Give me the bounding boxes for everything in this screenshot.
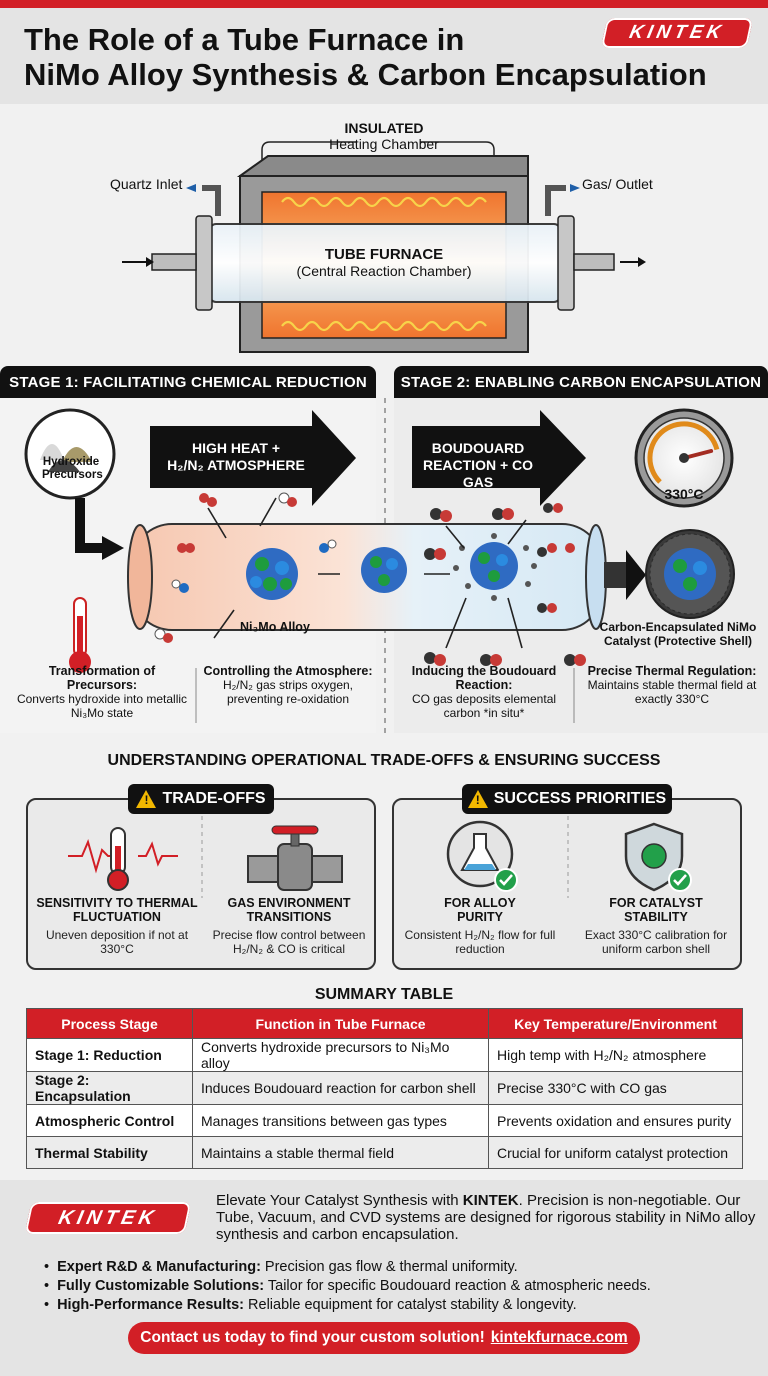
footer-intro-pre: Elevate Your Catalyst Synthesis with bbox=[216, 1192, 463, 1209]
caption-transformation-title: Transformation of Precursors: bbox=[48, 664, 156, 692]
alloy-cluster-1 bbox=[246, 548, 298, 600]
priority-purity-title: FOR ALLOY PURITY bbox=[444, 896, 516, 924]
tube-label bbox=[284, 246, 484, 279]
caption-atmosphere bbox=[202, 664, 374, 706]
stage1-arrow-line2: H₂/N₂ ATMOSPHERE bbox=[167, 457, 305, 473]
check-badge-icon bbox=[669, 869, 691, 891]
stage2-arrow-line2: REACTION + CO GAS bbox=[422, 457, 534, 490]
chamber-label-bold: INSULATED bbox=[344, 120, 424, 136]
caption-thermal bbox=[582, 664, 762, 706]
catalyst-label: Carbon-Encapsulated NiMo Catalyst (Protective Shell) bbox=[599, 620, 757, 648]
caption-atmosphere-desc: H₂/N₂ gas strips oxygen, preventing re-oxidation bbox=[222, 678, 354, 706]
caption-boudouard bbox=[398, 664, 570, 720]
priority-stability-desc: Exact 330°C calibration for uniform carbon shell bbox=[584, 928, 728, 956]
caption-transformation bbox=[14, 664, 190, 720]
list-item bbox=[44, 1277, 754, 1296]
table-cell: Prevents oxidation and ensures purity bbox=[489, 1105, 743, 1137]
table-cell: Crucial for uniform catalyst protection bbox=[489, 1137, 743, 1169]
priority-purity bbox=[404, 896, 556, 956]
check-badge-icon bbox=[495, 869, 517, 891]
table-cell: Manages transitions between gas types bbox=[193, 1105, 489, 1137]
chamber-label bbox=[300, 120, 468, 152]
bullet-bold: Expert R&D & Manufacturing: bbox=[57, 1259, 261, 1275]
table-cell: Converts hydroxide precursors to Ni₃Mo alloy bbox=[193, 1039, 489, 1072]
table-row bbox=[27, 1072, 743, 1105]
table-cell: Induces Boudouard reaction for carbon shell bbox=[193, 1072, 489, 1105]
stage1-arrow-line1: HIGH HEAT + bbox=[191, 440, 281, 456]
table-cell: Maintains a stable thermal field bbox=[193, 1137, 489, 1169]
alloy-label: Ni₃Mo Alloy bbox=[240, 620, 310, 634]
summary-header-row bbox=[27, 1009, 743, 1039]
stage2-header: STAGE 2: ENABLING CARBON ENCAPSULATION bbox=[394, 366, 768, 398]
priority-purity-desc: Consistent H₂/N₂ flow for full reduction bbox=[404, 928, 556, 956]
valve-icon bbox=[248, 826, 342, 890]
summary-table bbox=[26, 1008, 743, 1169]
title-line-1: The Role of a Tube Furnace in bbox=[24, 22, 465, 57]
priorities-badge-label: SUCCESS PRIORITIES bbox=[493, 790, 667, 807]
tradeoff-gas-title: GAS ENVIRONMENT TRANSITIONS bbox=[227, 896, 351, 924]
table-cell: High temp with H₂/N₂ atmosphere bbox=[489, 1039, 743, 1072]
summary-header-cell: Key Temperature/Environment bbox=[489, 1009, 743, 1039]
table-row bbox=[27, 1105, 743, 1137]
list-item bbox=[44, 1296, 754, 1315]
precursor-label: Hydroxide Precursors bbox=[42, 456, 103, 481]
bullet-bold: Fully Customizable Solutions: bbox=[57, 1278, 265, 1294]
gauge-readout: 330°C bbox=[664, 486, 704, 502]
alloy-cluster-3 bbox=[470, 542, 518, 590]
inlet-label: Quartz Inlet bbox=[110, 176, 183, 192]
caption-thermal-desc: Maintains stable thermal field at exactly 330°C bbox=[587, 678, 757, 706]
alloy-cluster-2 bbox=[361, 547, 407, 593]
summary-title: SUMMARY TABLE bbox=[314, 986, 454, 1003]
footer-intro-post: . Precision is non-negotiable. Our Tube, Vacuum, and CVD systems are designed for rigorous stability in NiMo alloy synthesis and carbon encapsulation. bbox=[216, 1192, 756, 1243]
table-cell: Stage 1: Reduction bbox=[27, 1039, 193, 1072]
bullet-text: Precision gas flow & thermal uniformity. bbox=[260, 1259, 518, 1275]
bullet-text: Reliable equipment for catalyst stability & longevity. bbox=[244, 1297, 577, 1313]
table-cell: Stage 2: Encapsulation bbox=[27, 1072, 193, 1105]
cta-link[interactable]: kintekfurnace.com bbox=[490, 1329, 628, 1346]
caption-boudouard-desc: CO gas deposits elemental carbon *in situ* bbox=[411, 692, 557, 720]
priority-stability bbox=[576, 896, 736, 956]
kintek-footer-logo[interactable]: KINTEK bbox=[25, 1202, 192, 1234]
stage1-header: STAGE 1: FACILITATING CHEMICAL REDUCTION bbox=[0, 366, 376, 398]
stage1-arrow-label bbox=[158, 440, 314, 474]
table-row bbox=[27, 1137, 743, 1169]
thermometer-icon bbox=[68, 828, 178, 890]
top-accent-bar bbox=[0, 0, 768, 8]
stage2-arrow-line1: BOUDOUARD bbox=[431, 440, 525, 456]
bullet-bold: High-Performance Results: bbox=[57, 1297, 245, 1313]
footer-intro-brand: KINTEK bbox=[462, 1192, 519, 1209]
list-item bbox=[44, 1258, 754, 1277]
table-cell: Precise 330°C with CO gas bbox=[489, 1072, 743, 1105]
tube-subtitle: (Central Reaction Chamber) bbox=[296, 263, 472, 279]
bullet-text: Tailor for specific Boudouard reaction & atmospheric needs. bbox=[264, 1278, 651, 1294]
table-cell: Atmospheric Control bbox=[27, 1105, 193, 1137]
caption-boudouard-title: Inducing the Boudouard Reaction: bbox=[411, 664, 557, 692]
tradeoffs-badge-label: TRADE-OFFS bbox=[162, 790, 266, 807]
tradeoff-gas-desc: Precise flow control between H₂/N₂ & CO is critical bbox=[212, 928, 366, 956]
caption-atmosphere-title: Controlling the Atmosphere: bbox=[203, 664, 373, 678]
kintek-logo[interactable]: KINTEK bbox=[601, 18, 753, 48]
summary-header-cell: Function in Tube Furnace bbox=[193, 1009, 489, 1039]
outlet-label: Gas/ Outlet bbox=[582, 176, 653, 192]
tradeoff-thermal-desc: Uneven deposition if not at 330°C bbox=[45, 928, 189, 956]
summary-header-cell: Process Stage bbox=[27, 1009, 193, 1039]
contact-cta-button[interactable] bbox=[128, 1322, 640, 1354]
caption-thermal-title: Precise Thermal Regulation: bbox=[587, 664, 757, 678]
tradeoff-icons bbox=[26, 798, 376, 898]
tradeoff-thermal bbox=[36, 896, 198, 956]
cta-text: Contact us today to find your custom solution! bbox=[140, 1329, 485, 1346]
stage2-arrow-label bbox=[416, 440, 540, 491]
priority-stability-title: FOR CATALYST STABILITY bbox=[609, 896, 703, 924]
tradeoff-gas bbox=[206, 896, 372, 956]
table-cell: Thermal Stability bbox=[27, 1137, 193, 1169]
table-row bbox=[27, 1039, 743, 1072]
tradeoff-thermal-title: SENSITIVITY TO THERMAL FLUCTUATION bbox=[36, 896, 198, 924]
footer-bullets bbox=[44, 1258, 754, 1315]
footer-intro bbox=[216, 1192, 756, 1243]
chamber-label-text: Heating Chamber bbox=[329, 136, 439, 152]
tube-title: TUBE FURNACE bbox=[324, 246, 444, 263]
caption-transformation-desc: Converts hydroxide into metallic Ni₃Mo state bbox=[16, 692, 188, 720]
priority-icons bbox=[392, 798, 742, 898]
title-line-2: NiMo Alloy Synthesis & Carbon Encapsulation bbox=[24, 57, 707, 92]
tradeoffs-section-title: UNDERSTANDING OPERATIONAL TRADE-OFFS & ENSURING SUCCESS bbox=[107, 752, 661, 769]
